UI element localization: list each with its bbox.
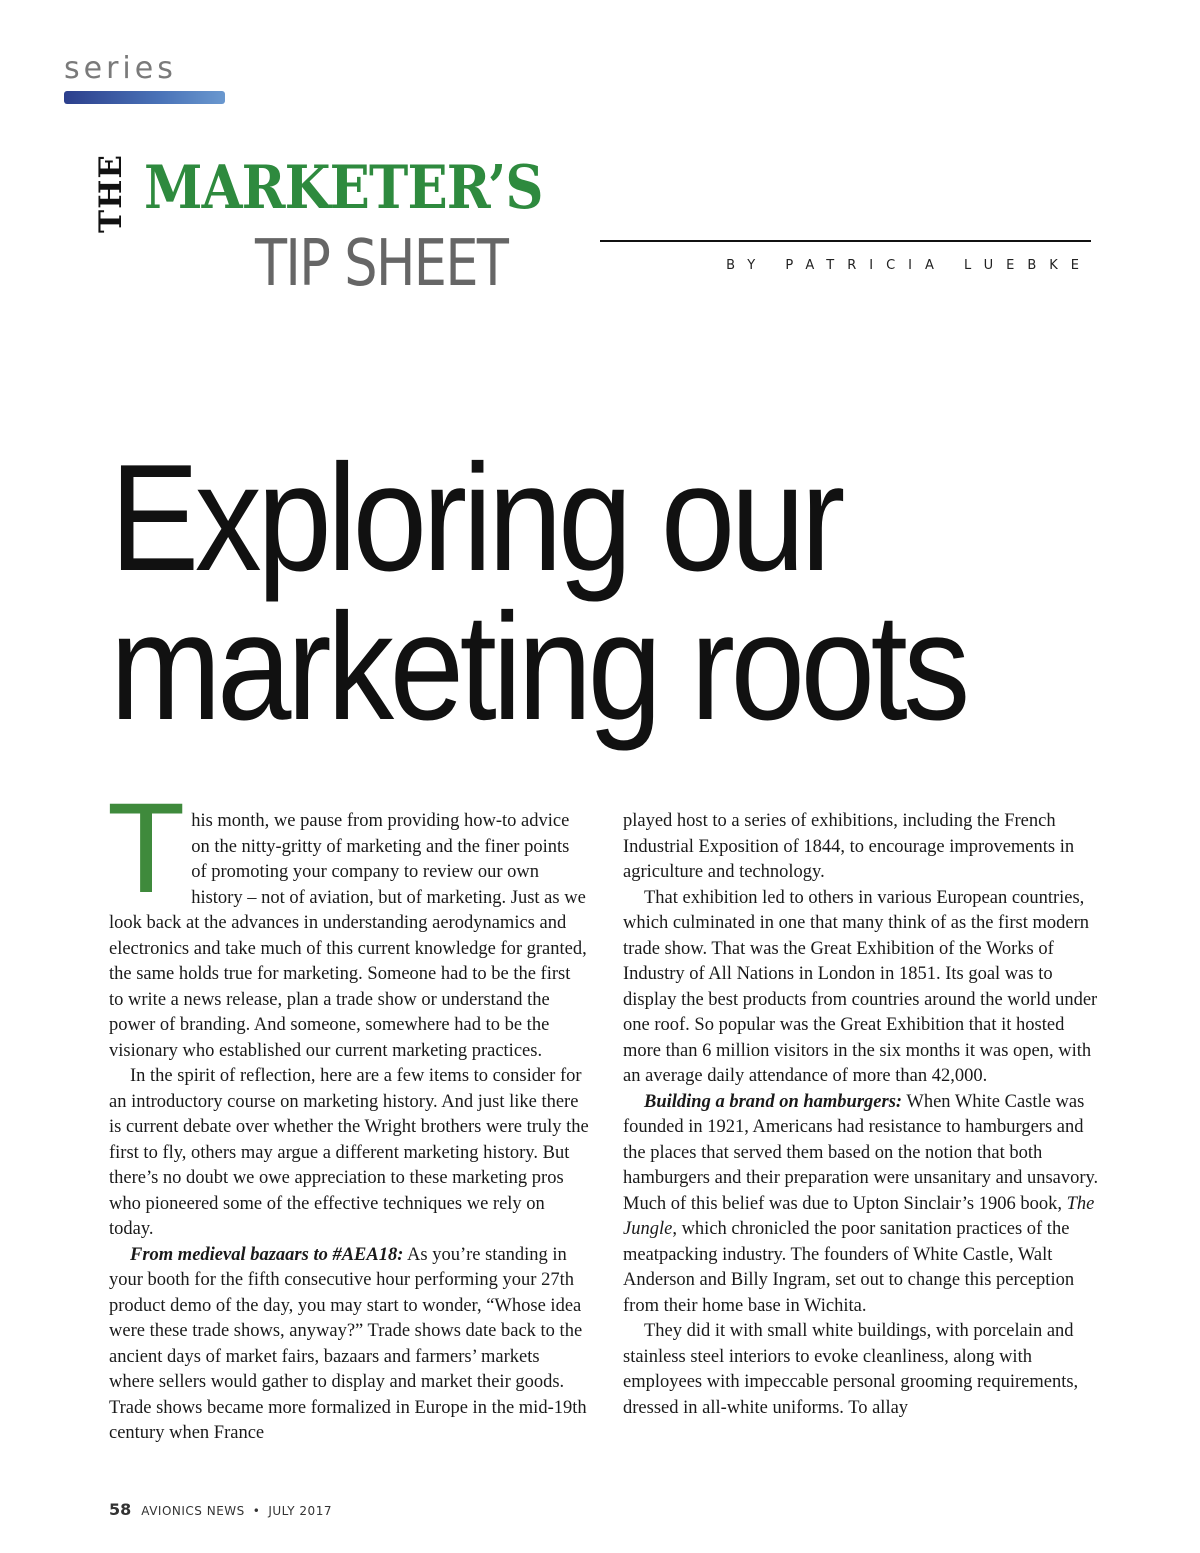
- paragraph-french-exposition: played host to a series of exhibitions, including the French Industrial Exposition of 1844, to encourage improvements in agriculture and technology.: [623, 811, 1075, 882]
- trade-shows-text: As you’re standing in your booth for the fifth consecutive hour performing your 27th product demo of the day, you may start to wonder, “Whose idea were these trade shows, anyway?” Trade shows date back to the ancient days of market fairs, bazaars and farmers’ markets where sellers would gather to display and market their goods. Trade shows became more formalized in Europe in the mid-19th century when France: [109, 1244, 587, 1443]
- white-castle-text-b: , which chronicled the poor sanitation practices of the meatpacking industry. The founders of White Castle, Walt Anderson and Billy Ingram, set out to change this perception from their home base in Wichita.: [623, 1219, 1075, 1316]
- issue-date: JULY 2017: [268, 1504, 332, 1518]
- series-label: series: [64, 51, 177, 86]
- paragraph-great-exhibition: That exhibition led to others in various European countries, which culminated in one that many think of as the first modern trade show. That was the Great Exhibition of the Works of Industry of All Nations in London in 1851. Its goal was to display the best products from countries around the world under one roof. So popular was the Great Exhibition that it hosted more than 6 million visitors in the six months it was open, with an average daily attendance of more than 42,000.: [623, 887, 1098, 1086]
- column-title-marketers: MARKETER’S: [144, 153, 543, 223]
- subhead-hamburgers: Building a brand on hamburgers:: [644, 1091, 903, 1112]
- paragraph-intro: [107, 777, 589, 1064]
- paragraph-white-castle: [623, 1090, 1101, 1320]
- column-title-tip-sheet: TIP SHEET: [255, 227, 508, 301]
- article-headline: [110, 433, 1043, 752]
- byline-rule: [600, 240, 1091, 242]
- drop-cap: T: [107, 777, 186, 920]
- subhead-trade-shows: From medieval bazaars to #AEA18:: [130, 1244, 404, 1265]
- body-column-right: [623, 809, 1101, 1421]
- page-number: 58: [109, 1500, 132, 1519]
- headline-line-2: marketing roots: [110, 582, 966, 752]
- column-title-the: THE: [93, 154, 129, 233]
- byline: BY PATRICIA LUEBKE: [726, 258, 1092, 273]
- intro-rest-text: history – not of aviation, but of marketing. Just as we look back at the advances in understanding aerodynamics and electronics and take much of this current knowledge for granted, the same holds true for marketing. Someone had to be the first to write a news release, plan a trade show or understand the power of branding. And someone, somewhere had to be the visionary who established our current marketing practices.: [109, 887, 587, 1061]
- white-castle-text-a: When White Castle was founded in 1921, Americans had resistance to hamburgers and the places that served them based on the notion that both hamburgers and their preparation were unsanitary and unsavory. Much of this belief was due to Upton Sinclair’s 1906 book,: [623, 1091, 1099, 1214]
- headline-line-1: Exploring our: [110, 433, 841, 603]
- paragraph-reflection: In the spirit of reflection, here are a few items to consider for an introductory course on marketing history. And just like there is current debate over whether the Wright brothers were truly the first to fly, others may argue a different marketing history. But there’s no doubt we owe appreciation to these marketing pros who pioneered some of the effective techniques we rely on today.: [109, 1066, 589, 1239]
- series-bar: [64, 91, 225, 104]
- footer-separator: •: [252, 1504, 261, 1518]
- paragraph-white-buildings: They did it with small white buildings, with porcelain and stainless steel interiors to evoke cleanliness, along with employees with impeccable personal grooming requirements, dressed in all-white uniforms. To allay: [623, 1321, 1079, 1418]
- paragraph-trade-shows: [109, 1243, 589, 1447]
- publication-name: AVIONICS NEWS: [141, 1504, 245, 1518]
- page-footer: [109, 1500, 332, 1519]
- body-column-left: [107, 777, 589, 1447]
- intro-lead-text: his month, we pause from providing how-to advice on the nitty-gritty of marketing and the finer points of promoting your company to review our own: [191, 811, 570, 882]
- book-title: The Jungle: [623, 1193, 1095, 1239]
